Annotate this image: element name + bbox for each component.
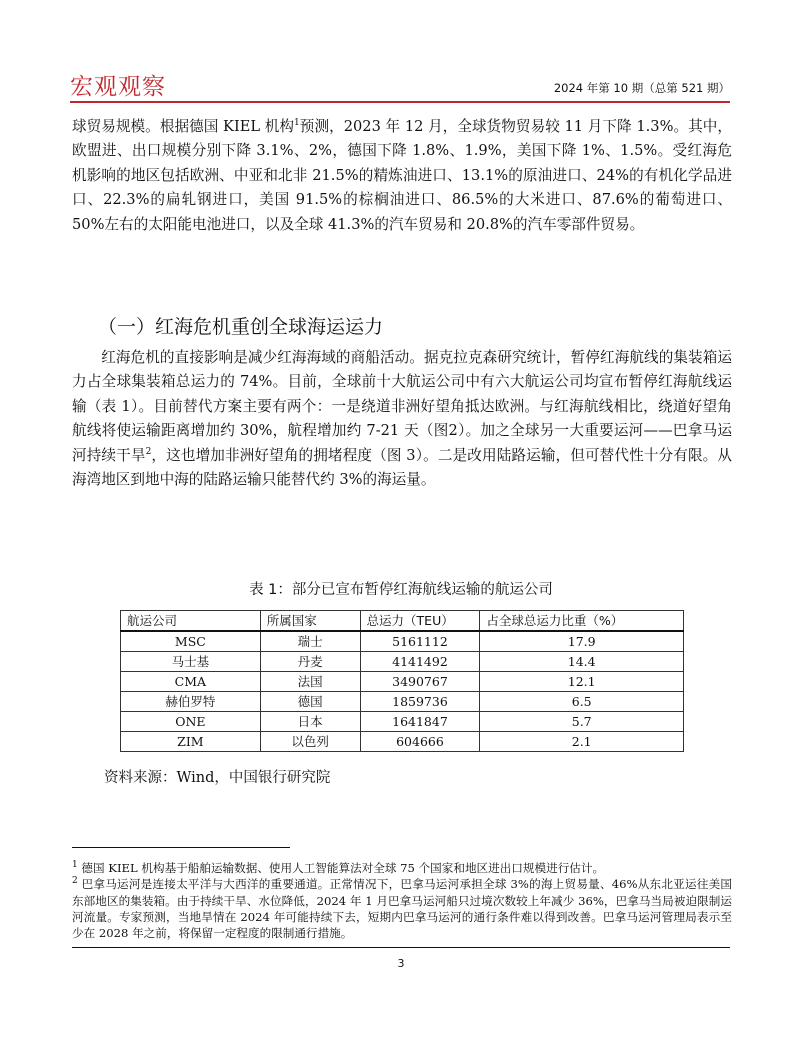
cell-capacity: 4141492 — [360, 652, 480, 672]
section-paragraph-block — [72, 346, 732, 492]
footnote-text-1: 德国 KIEL 机构基于船舶运输数据、使用人工智能算法对全球 75 个国家和地区进出口规模进行估计。 — [77, 861, 605, 875]
cell-capacity: 604666 — [360, 732, 480, 752]
table-row — [121, 672, 684, 692]
cell-company: MSC — [121, 631, 261, 652]
page-number: 3 — [397, 957, 405, 970]
cell-country: 日本 — [260, 712, 360, 732]
cell-capacity: 3490767 — [360, 672, 480, 692]
cell-country: 法国 — [260, 672, 360, 692]
section-text-2: ，这也增加非洲好望角的拥堵程度（图 3）。二是改用陆路运输，但可替代性十分有限。从海湾地区到地中海的陆路运输只能替代约 3%的海运量。 — [72, 446, 732, 489]
footnote-2 — [72, 876, 732, 941]
cell-capacity: 1641847 — [360, 712, 480, 732]
cell-country: 德国 — [260, 692, 360, 712]
cell-company: ZIM — [121, 732, 261, 752]
footnote-divider — [72, 847, 290, 848]
cell-share: 2.1 — [480, 732, 684, 752]
table-caption: 表 1：部分已宣布暂停红海航线运输的航运公司 — [249, 582, 553, 598]
cell-capacity: 5161112 — [360, 631, 480, 652]
cell-share: 6.5 — [480, 692, 684, 712]
table-source: 资料来源：Wind，中国银行研究院 — [104, 770, 331, 786]
footnote-mark-2: 2 — [72, 876, 78, 887]
header-divider — [70, 101, 730, 103]
section-paragraph — [72, 346, 732, 492]
cell-share: 17.9 — [480, 631, 684, 652]
cell-company: 赫伯罗特 — [121, 692, 261, 712]
cell-country: 以色列 — [260, 732, 360, 752]
header-company: 航运公司 — [121, 611, 261, 632]
header-country: 所属国家 — [260, 611, 360, 632]
intro-paragraph-block — [72, 115, 732, 237]
issue-number: 2024 年第 10 期（总第 521 期） — [553, 81, 730, 95]
table-header-row — [121, 611, 684, 632]
section-heading: （一）红海危机重创全球海运运力 — [98, 316, 384, 338]
table-row — [121, 652, 684, 672]
footnote-ref-1[interactable]: 1 — [294, 118, 300, 129]
cell-share: 14.4 — [480, 652, 684, 672]
intro-paragraph — [72, 115, 732, 237]
cell-capacity: 1859736 — [360, 692, 480, 712]
cell-country: 丹麦 — [260, 652, 360, 672]
table-row — [121, 712, 684, 732]
cell-share: 5.7 — [480, 712, 684, 732]
shipping-companies-table — [120, 610, 684, 752]
section-text-1: 红海危机的直接影响是减少红海海域的商船活动。据克拉克森研究统计，暂停红海航线的集装箱运力占全球集装箱总运力的 74%。目前，全球前十大航运公司中有六大航运公司均宣布暂停红海航线运输（表 1）。目前替代方案主要有两个：一是绕道非洲好望角抵达欧洲。与红海航线相比，绕道好望角航线将使运输距离增加约 30%，航程增加约 7-21 天（图2）。加之全球另一大重要运河——巴拿马运河持续干旱 — [72, 349, 732, 464]
footer-divider — [72, 947, 730, 948]
intro-text-2: 预测，2023 年 12 月，全球货物贸易较 11 月下降 1.3%。其中，欧盟进、出口规模分别下降 3.1%、2%，德国下降 1.8%、1.9%，美国下降 1%、1.5%。受红海危机影响的地区包括欧洲、中亚和北非 21.5%的精炼油进口、13.1%的原油进口、24%的有机化学品进口、22.3%的扁轧钢进口，美国 91.5%的棕榈油进口、86.5%的大米进口、87.6%的葡萄进口、50%左右的太阳能电池进口，以及全球 41.3%的汽车贸易和 20.8%的汽车零部件贸易。 — [72, 118, 732, 233]
intro-text-1: 球贸易规模。根据德国 KIEL 机构 — [72, 118, 295, 135]
header-share: 占全球总运力比重（%） — [480, 611, 684, 632]
table-row — [121, 631, 684, 652]
footnotes — [72, 860, 732, 941]
footnote-mark-1: 1 — [72, 860, 78, 871]
table-row — [121, 692, 684, 712]
table-row — [121, 732, 684, 752]
cell-company: CMA — [121, 672, 261, 692]
cell-company: 马士基 — [121, 652, 261, 672]
footnote-1 — [72, 860, 732, 876]
header-capacity: 总运力（TEU） — [360, 611, 480, 632]
footnote-ref-2[interactable]: 2 — [145, 446, 152, 457]
footnote-text-2: 巴拿马运河是连接太平洋与大西洋的重要通道。正常情况下，巴拿马运河承担全球 3%的海上贸易量、46%从东北亚运往美国东部地区的集装箱。由于持续干旱、水位降低，2024 年 1 月巴拿马运河船只过境次数较上年减少 36%，巴拿马当局被迫限制运河流量。专家预测，当地旱情在 2024 年可能持续下去，短期内巴拿马运河的通行条件难以得到改善。巴拿马运河管理局表示至少在 2028 年之前，将保留一定程度的限制通行措施。 — [72, 877, 732, 941]
cell-country: 瑞士 — [260, 631, 360, 652]
cell-company: ONE — [121, 712, 261, 732]
report-title: 宏观观察 — [70, 74, 166, 100]
cell-share: 12.1 — [480, 672, 684, 692]
